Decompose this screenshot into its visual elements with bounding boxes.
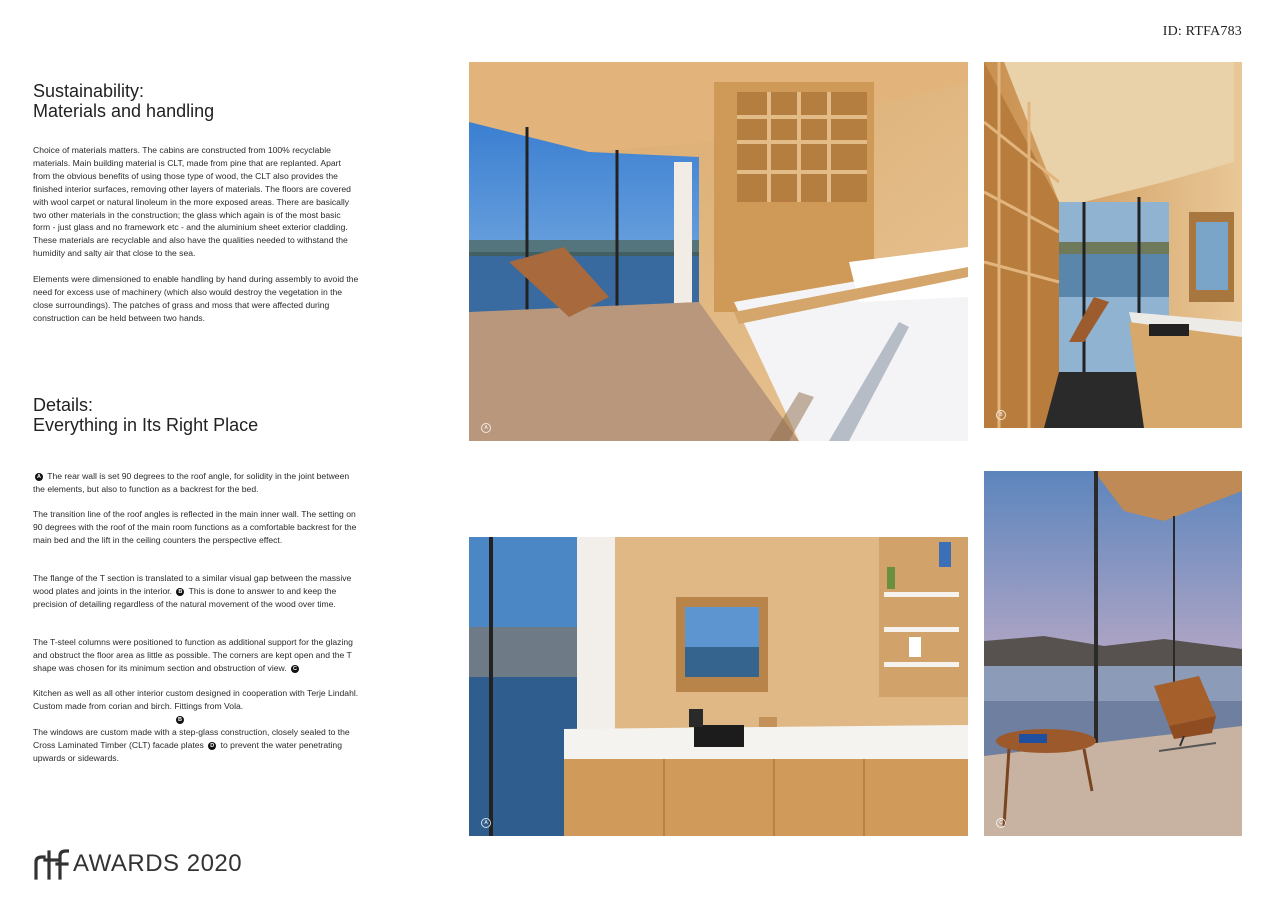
details-paragraph-5: Kitchen as well as all other interior custom designed in cooperation with Terje Lindahl. Custom made from corian and birch. Fittings from Vola. (33, 688, 359, 711)
details-paragraph-6-text-b: to prevent the water penetrating upwards or sidewards. (33, 739, 342, 763)
marker-badge: B (176, 716, 184, 724)
photo-label: B (996, 410, 1006, 420)
sustainability-heading-line1: Sustainability: (33, 81, 145, 101)
details-paragraph-1 (33, 470, 359, 496)
document-id: ID: RTFA783 (1162, 24, 1242, 39)
details-paragraph-1-text: The rear wall is set 90 degrees to the roof angle, for solidity in the joint between the elements, but also to function as a backrest for the bed. (33, 471, 350, 494)
logo-text: AWARDS 2020 (73, 850, 243, 877)
photo-label: A (481, 423, 491, 433)
photo-label: C (996, 818, 1006, 828)
kitchen-photo (469, 537, 968, 836)
sustainability-heading-line2: Materials and handling (33, 101, 215, 121)
sustainability-paragraph-1: Choice of materials matters. The cabins are constructed from 100% recyclable materials. Main building material is CLT, made from pine that are replanted. Apart from the obvious benefits of using those type of wood, the CLT also provides the finished interior surfaces, removing other layers of materials. The floors are covered with wool carpet or natural linoleum in the more exposed areas. There are basically two other materials in the construction; the glass which again is of the most basic form - just glass and no framework etc - and the aluminium sheet exterior cladding. These materials are recyclable and also have the qualities needed to withstand the humidity and salty air that close to the sea. (33, 145, 351, 259)
lounge-photo (984, 471, 1242, 836)
bedroom-photo (469, 62, 968, 441)
marker-badge: A (35, 473, 43, 481)
marker-badge: D (208, 742, 216, 750)
details-heading-line1: Details: (33, 395, 94, 415)
details-paragraph-2: The transition line of the roof angles is reflected in the main inner wall. The setting on 90 degrees with the roof of the main room functions as a comfortable backrest for the main bed and the lift in the ceiling counters the perspective effect. (33, 509, 357, 545)
details-heading (33, 395, 258, 435)
sustainability-heading (33, 81, 214, 121)
sustainability-paragraph-2: Elements were dimensioned to enable handling by hand during assembly to avoid the need for excess use of machinery (which also would destroy the vegetation in the close surroundings). The patches of grass and moss that were affected during construction can be held between two hands. (33, 274, 359, 323)
rtf-logo-icon (33, 848, 69, 880)
details-paragraph-4 (33, 636, 359, 675)
marker-badge: B (176, 588, 184, 596)
photo-label: A (481, 818, 491, 828)
details-paragraph-3 (33, 572, 359, 611)
details-paragraph-4-text: The T-steel columns were positioned to function as additional support for the glazing and obstruct the floor area as little as possible. The corners are kept open and the T shape was chosen for its minimum section and obstruction of view. (33, 637, 353, 673)
rtf-awards-logo (33, 848, 242, 880)
details-paragraph-3-text-a: The flange of the T section is translated to a similar visual gap between the massive wood plates and joints in the interior. (33, 573, 352, 596)
details-paragraph-3-text-b: This is done to answer to and keep the precision of detailing regardless of the natural movement of the wood over time. (33, 585, 337, 609)
kitchen-corridor-photo (984, 62, 1242, 428)
details-heading-line2: Everything in Its Right Place (33, 415, 259, 435)
details-paragraph-6-text-a: The windows are custom made with a step-glass construction, closely sealed to the Cross Laminated Timber (CLT) facade plates (33, 727, 350, 750)
marker-badge: C (291, 665, 299, 673)
details-paragraph-6 (33, 726, 359, 765)
